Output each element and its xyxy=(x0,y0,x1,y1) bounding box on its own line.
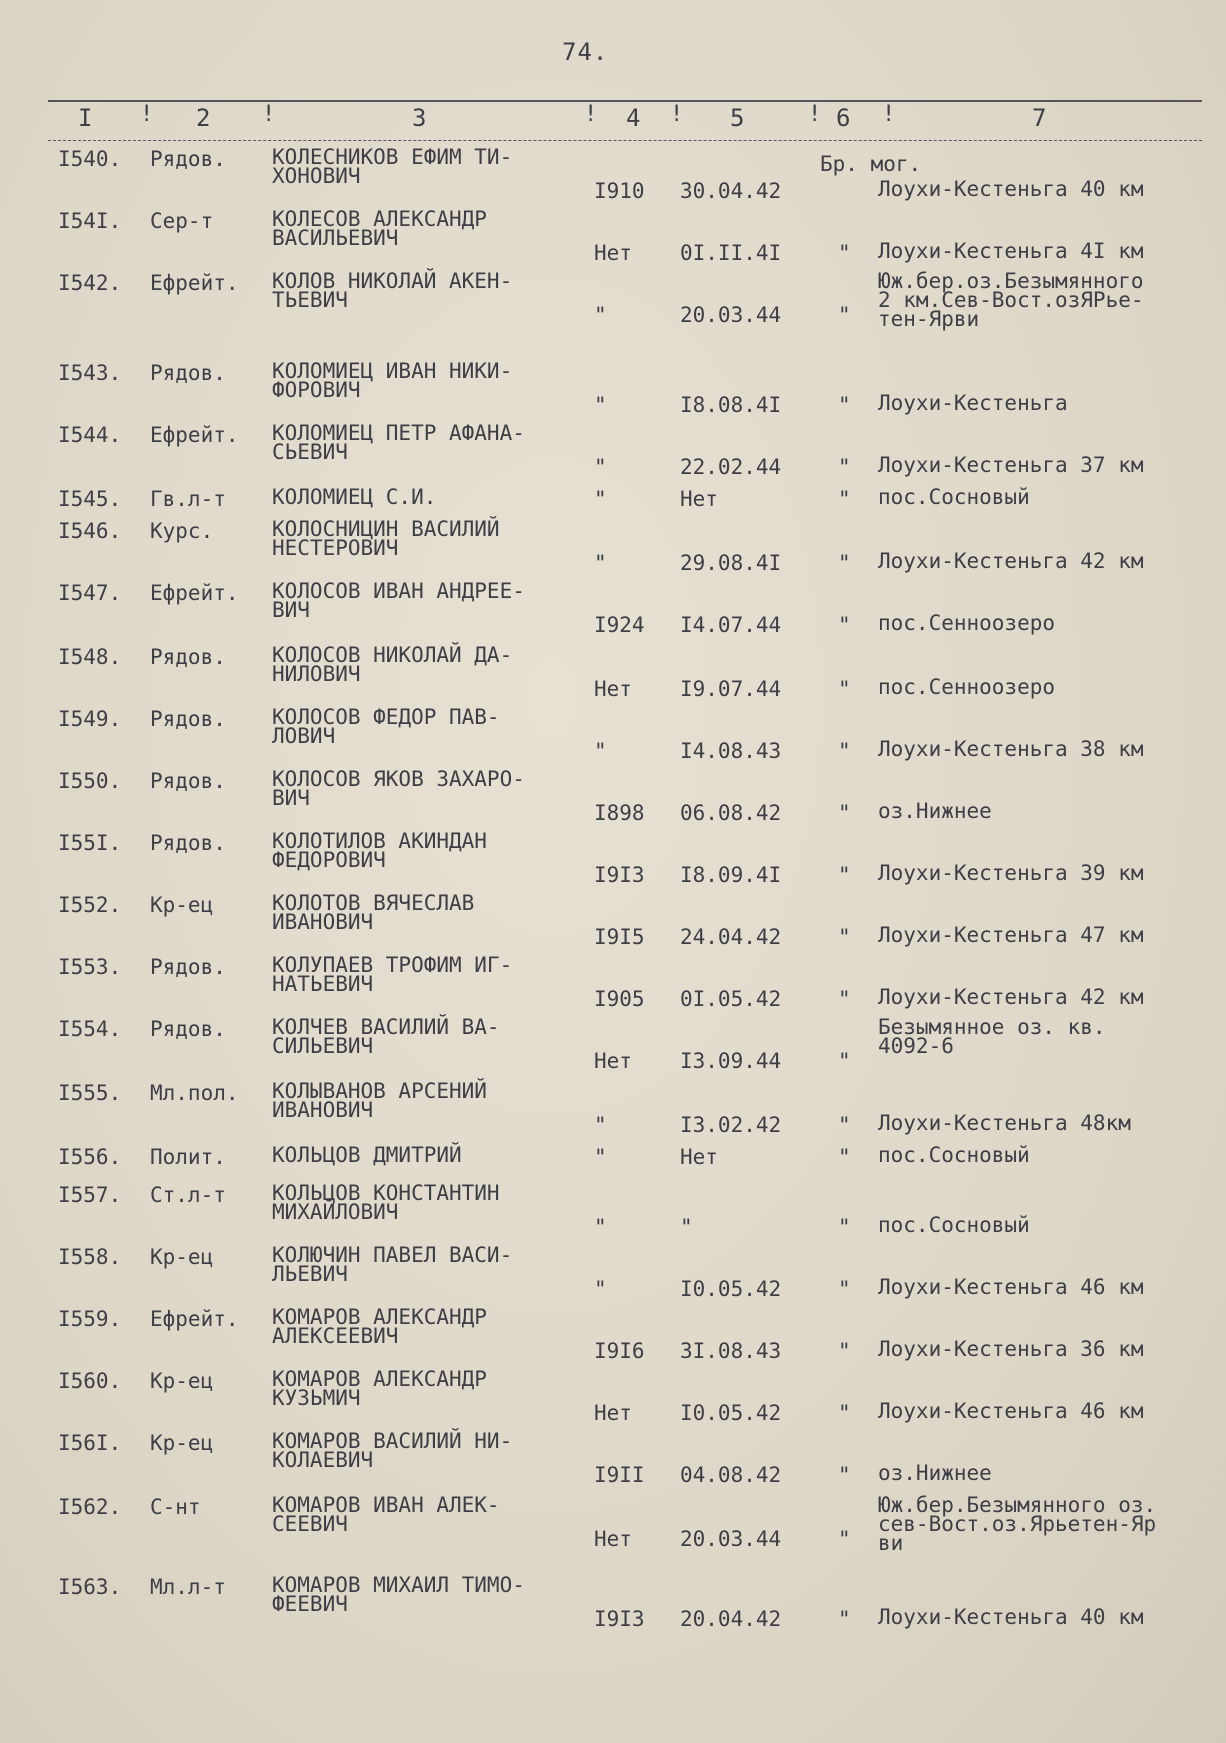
place-line: ви xyxy=(878,1531,904,1555)
death-date: 30.04.42 xyxy=(680,179,782,203)
rank: Рядов. xyxy=(150,769,226,793)
birth-year: I924 xyxy=(594,613,645,637)
column-header-2: 2 xyxy=(196,104,211,132)
burial-place xyxy=(878,391,1068,415)
name-line: КОЛЮЧИН ПАВЕЛ ВАСИ- xyxy=(272,1243,513,1267)
rank: Мл.л-т xyxy=(150,1575,226,1599)
full-name xyxy=(272,1493,500,1536)
rank: Рядов. xyxy=(150,1017,226,1041)
full-name xyxy=(272,1573,525,1616)
entry-number: I55I. xyxy=(58,831,122,855)
name-line: КОМАРОВ МИХАИЛ ТИМО- xyxy=(272,1573,525,1597)
name-line: ФОРОВИЧ xyxy=(272,378,361,402)
entry-number: I546. xyxy=(58,519,122,543)
death-date: I8.08.4I xyxy=(680,393,782,417)
name-line: СЬЕВИЧ xyxy=(272,440,348,464)
name-line: КОЛОСОВ ИВАН АНДРЕЕ- xyxy=(272,579,525,603)
burial-type: " xyxy=(838,551,851,575)
burial-place xyxy=(878,1275,1144,1299)
burial-type: " xyxy=(838,739,851,763)
name-line: КОМАРОВ АЛЕКСАНДР xyxy=(272,1305,487,1329)
place-line: оз.Нижнее xyxy=(878,1461,992,1485)
full-name xyxy=(272,891,475,934)
column-header-3: 3 xyxy=(412,104,427,132)
column-separator: ! xyxy=(584,102,598,127)
name-line: СИЛЬЕВИЧ xyxy=(272,1034,374,1058)
death-date: " xyxy=(680,1215,693,1239)
name-line: КУЗЬМИЧ xyxy=(272,1386,361,1410)
death-date: I0.05.42 xyxy=(680,1401,782,1425)
page-number: 74. xyxy=(562,38,609,66)
burial-type: " xyxy=(838,677,851,701)
burial-place xyxy=(878,239,1144,263)
death-date: 20.03.44 xyxy=(680,1527,782,1551)
entry-number: I553. xyxy=(58,955,122,979)
burial-place xyxy=(878,177,1144,201)
full-name xyxy=(272,767,525,810)
name-line: КОЛЕСНИКОВ ЕФИМ ТИ- xyxy=(272,145,513,169)
burial-type: " xyxy=(838,487,851,511)
place-line: Юж.бер.Безымянного оз. xyxy=(878,1493,1157,1517)
birth-year: " xyxy=(594,303,607,327)
full-name xyxy=(272,1181,500,1224)
entry-number: I558. xyxy=(58,1245,122,1269)
full-name xyxy=(272,1143,462,1167)
entry-number: I543. xyxy=(58,361,122,385)
death-date: 29.08.4I xyxy=(680,551,782,575)
place-line: Лоухи-Кестеньга 46 км xyxy=(878,1399,1144,1423)
rank: Рядов. xyxy=(150,645,226,669)
place-line: Лоухи-Кестеньга 39 км xyxy=(878,861,1144,885)
name-line: КОЛОВ НИКОЛАЙ АКЕН- xyxy=(272,269,513,293)
column-separator: ! xyxy=(808,102,822,127)
burial-type: " xyxy=(838,1277,851,1301)
place-line: Лоухи-Кестеньга 37 км xyxy=(878,453,1144,477)
entry-number: I554. xyxy=(58,1017,122,1041)
name-line: НЕСТЕРОВИЧ xyxy=(272,536,399,560)
place-line: Лоухи-Кестеньга 38 км xyxy=(878,737,1144,761)
name-line: КОЛОСОВ ФЕДОР ПАВ- xyxy=(272,705,500,729)
full-name xyxy=(272,829,487,872)
death-date: 24.04.42 xyxy=(680,925,782,949)
burial-place xyxy=(878,1213,1030,1237)
place-line: 4092-6 xyxy=(878,1034,954,1058)
full-name xyxy=(272,421,525,464)
column-header-1: I xyxy=(78,104,93,132)
burial-type: " xyxy=(838,1401,851,1425)
header-rule-top xyxy=(48,100,1202,102)
death-date: 06.08.42 xyxy=(680,801,782,825)
entry-number: I550. xyxy=(58,769,122,793)
birth-year: " xyxy=(594,487,607,511)
burial-place xyxy=(878,1015,1106,1058)
entry-number: I542. xyxy=(58,271,122,295)
column-separator: ! xyxy=(882,102,896,127)
full-name xyxy=(272,705,500,748)
name-line: КОЛОМИЕЦ ИВАН НИКИ- xyxy=(272,359,513,383)
place-line: пос.Сенноозеро xyxy=(878,611,1056,635)
burial-type: " xyxy=(838,801,851,825)
rank: Мл.пол. xyxy=(150,1081,239,1105)
burial-place xyxy=(878,985,1144,1009)
birth-year: " xyxy=(594,1277,607,1301)
birth-year: " xyxy=(594,455,607,479)
entry-number: I549. xyxy=(58,707,122,731)
place-line: Лоухи-Кестеньга 40 км xyxy=(878,177,1144,201)
birth-year: Нет xyxy=(594,1049,632,1073)
full-name xyxy=(272,145,513,188)
rank: Ефрейт. xyxy=(150,1307,239,1331)
place-line: пос.Сосновый xyxy=(878,1143,1030,1167)
rank: Ефрейт. xyxy=(150,271,239,295)
burial-place xyxy=(878,1111,1131,1135)
rank: Рядов. xyxy=(150,831,226,855)
name-line: КОЛОСОВ ЯКОВ ЗАХАРО- xyxy=(272,767,525,791)
name-line: ЛОВИЧ xyxy=(272,724,336,748)
death-date: I4.08.43 xyxy=(680,739,782,763)
entry-number: I548. xyxy=(58,645,122,669)
death-date: I0.05.42 xyxy=(680,1277,782,1301)
burial-place xyxy=(878,737,1144,761)
birth-year: I9I6 xyxy=(594,1339,645,1363)
burial-place xyxy=(878,269,1144,331)
place-line: Лоухи-Кестеньга 42 км xyxy=(878,985,1144,1009)
name-line: МИХАЙЛОВИЧ xyxy=(272,1200,399,1224)
burial-type: " xyxy=(838,925,851,949)
name-line: НАТЬЕВИЧ xyxy=(272,972,374,996)
entry-number: I555. xyxy=(58,1081,122,1105)
name-line: СЕЕВИЧ xyxy=(272,1512,348,1536)
rank: Полит. xyxy=(150,1145,226,1169)
full-name xyxy=(272,1305,487,1348)
burial-place xyxy=(878,1605,1144,1629)
rank: Кр-ец xyxy=(150,893,214,917)
name-line: ХОНОВИЧ xyxy=(272,164,361,188)
place-line: Лоухи-Кестеньга 42 км xyxy=(878,549,1144,573)
burial-type: " xyxy=(838,1049,851,1073)
burial-place xyxy=(878,1493,1157,1555)
rank: Сер-т xyxy=(150,209,214,233)
death-date: I3.09.44 xyxy=(680,1049,782,1073)
burial-type: " xyxy=(838,863,851,887)
burial-place xyxy=(878,861,1144,885)
birth-year: " xyxy=(594,739,607,763)
burial-place xyxy=(878,549,1144,573)
burial-type: " xyxy=(838,241,851,265)
rank: Курс. xyxy=(150,519,214,543)
full-name xyxy=(272,1079,487,1122)
full-name xyxy=(272,359,513,402)
rank: Ст.л-т xyxy=(150,1183,226,1207)
burial-place xyxy=(878,1143,1030,1167)
burial-place xyxy=(878,799,992,823)
name-line: ВИЧ xyxy=(272,598,310,622)
column-separator: ! xyxy=(262,102,276,127)
entry-number: I552. xyxy=(58,893,122,917)
burial-type: " xyxy=(838,1527,851,1551)
birth-year: " xyxy=(594,1145,607,1169)
death-date: I8.09.4I xyxy=(680,863,782,887)
name-line: ИВАНОВИЧ xyxy=(272,1098,374,1122)
full-name xyxy=(272,485,437,509)
burial-type: " xyxy=(838,303,851,327)
birth-year: Нет xyxy=(594,1527,632,1551)
place-line: Лоухи-Кестеньга xyxy=(878,391,1068,415)
entry-number: I563. xyxy=(58,1575,122,1599)
rank: Рядов. xyxy=(150,147,226,171)
column-header-5: 5 xyxy=(730,104,745,132)
name-line: КОЛЕСОВ АЛЕКСАНДР xyxy=(272,207,487,231)
name-line: ЛЬЕВИЧ xyxy=(272,1262,348,1286)
full-name xyxy=(272,269,513,312)
full-name xyxy=(272,1367,487,1410)
place-line: Безымянное оз. кв. xyxy=(878,1015,1106,1039)
burial-type: " xyxy=(838,1607,851,1631)
birth-year: " xyxy=(594,393,607,417)
full-name xyxy=(272,643,513,686)
burial-place xyxy=(878,1399,1144,1423)
entry-number: I547. xyxy=(58,581,122,605)
place-line: Лоухи-Кестеньга 47 км xyxy=(878,923,1144,947)
birth-year: Нет xyxy=(594,677,632,701)
birth-year: I898 xyxy=(594,801,645,825)
rank: Гв.л-т xyxy=(150,487,226,511)
name-line: КОМАРОВ АЛЕКСАНДР xyxy=(272,1367,487,1391)
rank: Ефрейт. xyxy=(150,423,239,447)
column-header-6: 6 xyxy=(836,104,851,132)
birth-year: I9I5 xyxy=(594,925,645,949)
name-line: КОЛОМИЕЦ С.И. xyxy=(272,485,437,509)
column-header-4: 4 xyxy=(626,104,641,132)
birth-year: I9I3 xyxy=(594,863,645,887)
name-line: АЛЕКСЕЕВИЧ xyxy=(272,1324,399,1348)
entry-number: I557. xyxy=(58,1183,122,1207)
death-date: 0I.II.4I xyxy=(680,241,782,265)
place-line: оз.Нижнее xyxy=(878,799,992,823)
name-line: КОЛОМИЕЦ ПЕТР АФАНА- xyxy=(272,421,525,445)
burial-type: " xyxy=(838,455,851,479)
name-line: КОЛОСОВ НИКОЛАЙ ДА- xyxy=(272,643,513,667)
name-line: ФЕДОРОВИЧ xyxy=(272,848,386,872)
place-line: Лоухи-Кестеньга 40 км xyxy=(878,1605,1144,1629)
place-line: Лоухи-Кестеньга 46 км xyxy=(878,1275,1144,1299)
entry-number: I54I. xyxy=(58,209,122,233)
rank: Кр-ец xyxy=(150,1245,214,1269)
name-line: КОЛЬЦОВ КОНСТАНТИН xyxy=(272,1181,500,1205)
death-date: 3I.08.43 xyxy=(680,1339,782,1363)
rank: Ефрейт. xyxy=(150,581,239,605)
place-line: Лоухи-Кестеньга 4I км xyxy=(878,239,1144,263)
birth-year: I9I3 xyxy=(594,1607,645,1631)
place-line: Юж.бер.оз.Безымянного xyxy=(878,269,1144,293)
death-date: 20.03.44 xyxy=(680,303,782,327)
place-line: тен-Ярви xyxy=(878,307,980,331)
death-date: Нет xyxy=(680,487,718,511)
full-name xyxy=(272,953,513,996)
death-date: 0I.05.42 xyxy=(680,987,782,1011)
death-date: 22.02.44 xyxy=(680,455,782,479)
burial-place xyxy=(878,453,1144,477)
birth-year: " xyxy=(594,1215,607,1239)
entry-number: I56I. xyxy=(58,1431,122,1455)
burial-type: Бр. мог. xyxy=(820,152,922,176)
burial-type: " xyxy=(838,1215,851,1239)
name-line: КОЛЫВАНОВ АРСЕНИЙ xyxy=(272,1079,487,1103)
birth-year: Нет xyxy=(594,241,632,265)
name-line: КОЛОТИЛОВ АКИНДАН xyxy=(272,829,487,853)
burial-type: " xyxy=(838,1339,851,1363)
full-name xyxy=(272,579,525,622)
place-line: пос.Сенноозеро xyxy=(878,675,1056,699)
rank: Кр-ец xyxy=(150,1431,214,1455)
death-date: I9.07.44 xyxy=(680,677,782,701)
place-line: Лоухи-Кестеньга 48км xyxy=(878,1111,1131,1135)
burial-place xyxy=(878,1461,992,1485)
entry-number: I545. xyxy=(58,487,122,511)
birth-year: Нет xyxy=(594,1401,632,1425)
burial-place xyxy=(878,923,1144,947)
full-name xyxy=(272,1243,513,1286)
rank: Рядов. xyxy=(150,361,226,385)
burial-type: " xyxy=(838,1145,851,1169)
birth-year: I910 xyxy=(594,179,645,203)
name-line: КОЛАЕВИЧ xyxy=(272,1448,374,1472)
name-line: КОЛОТОВ ВЯЧЕСЛАВ xyxy=(272,891,475,915)
burial-type: " xyxy=(838,393,851,417)
entry-number: I562. xyxy=(58,1495,122,1519)
name-line: НИЛОВИЧ xyxy=(272,662,361,686)
name-line: КОМАРОВ ВАСИЛИЙ НИ- xyxy=(272,1429,513,1453)
burial-place xyxy=(878,675,1056,699)
birth-year: " xyxy=(594,1113,607,1137)
place-line: пос.Сосновый xyxy=(878,1213,1030,1237)
full-name xyxy=(272,517,500,560)
burial-type: " xyxy=(838,1463,851,1487)
entry-number: I544. xyxy=(58,423,122,447)
header-rule-bottom xyxy=(48,140,1202,141)
full-name xyxy=(272,207,487,250)
place-line: 2 км.Сев-Вост.озЯРье- xyxy=(878,288,1144,312)
name-line: КОЛЧЕВ ВАСИЛИЙ ВА- xyxy=(272,1015,500,1039)
burial-place xyxy=(878,1337,1144,1361)
name-line: ТЬЕВИЧ xyxy=(272,288,348,312)
burial-type: " xyxy=(838,613,851,637)
death-date: 20.04.42 xyxy=(680,1607,782,1631)
birth-year: I9II xyxy=(594,1463,645,1487)
burial-type: " xyxy=(838,1113,851,1137)
entry-number: I556. xyxy=(58,1145,122,1169)
column-separator: ! xyxy=(140,102,154,127)
death-date: 04.08.42 xyxy=(680,1463,782,1487)
full-name xyxy=(272,1015,500,1058)
name-line: ИВАНОВИЧ xyxy=(272,910,374,934)
place-line: сев-Вост.оз.Ярьетен-Яр xyxy=(878,1512,1157,1536)
name-line: ВАСИЛЬЕВИЧ xyxy=(272,226,399,250)
entry-number: I540. xyxy=(58,147,122,171)
place-line: пос.Сосновый xyxy=(878,485,1030,509)
rank: Рядов. xyxy=(150,707,226,731)
rank: Рядов. xyxy=(150,955,226,979)
death-date: Нет xyxy=(680,1145,718,1169)
burial-place xyxy=(878,611,1056,635)
death-date: I3.02.42 xyxy=(680,1113,782,1137)
name-line: КОЛУПАЕВ ТРОФИМ ИГ- xyxy=(272,953,513,977)
birth-year: " xyxy=(594,551,607,575)
burial-type: " xyxy=(838,987,851,1011)
full-name xyxy=(272,1429,513,1472)
rank: С-нт xyxy=(150,1495,201,1519)
name-line: ВИЧ xyxy=(272,786,310,810)
name-line: КОЛЬЦОВ ДМИТРИЙ xyxy=(272,1143,462,1167)
burial-place xyxy=(878,485,1030,509)
death-date: I4.07.44 xyxy=(680,613,782,637)
place-line: Лоухи-Кестеньга 36 км xyxy=(878,1337,1144,1361)
birth-year: I905 xyxy=(594,987,645,1011)
column-header-7: 7 xyxy=(1032,104,1047,132)
name-line: ФЕЕВИЧ xyxy=(272,1592,348,1616)
name-line: КОМАРОВ ИВАН АЛЕК- xyxy=(272,1493,500,1517)
rank: Кр-ец xyxy=(150,1369,214,1393)
column-separator: ! xyxy=(670,102,684,127)
entry-number: I559. xyxy=(58,1307,122,1331)
entry-number: I560. xyxy=(58,1369,122,1393)
name-line: КОЛОСНИЦИН ВАСИЛИЙ xyxy=(272,517,500,541)
